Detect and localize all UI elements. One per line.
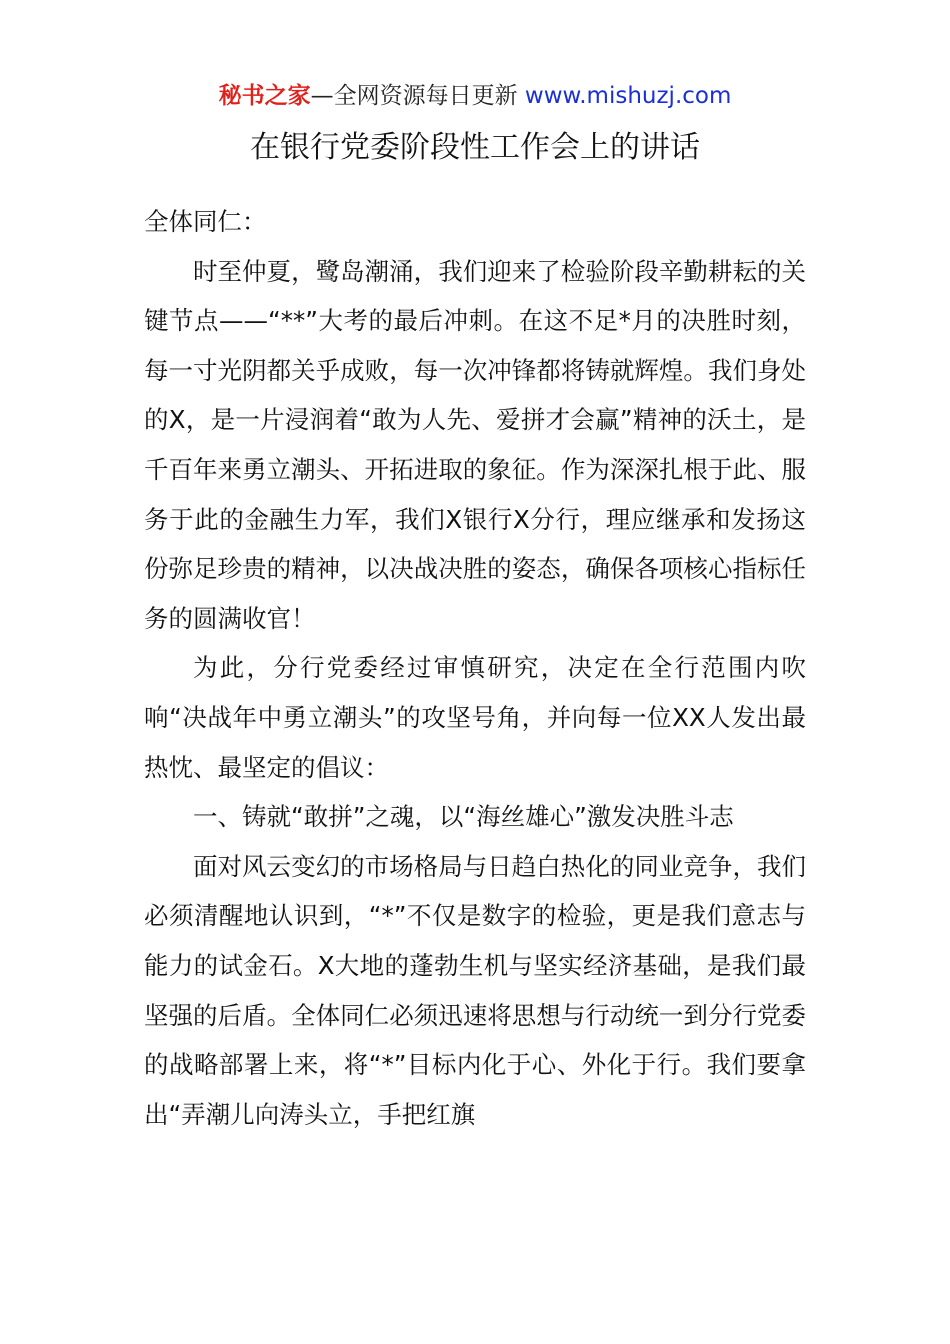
document-title: 在银行党委阶段性工作会上的讲话 xyxy=(250,130,700,165)
brand-name[interactable]: 秘书之家 xyxy=(218,83,311,109)
greeting: 全体同仁： xyxy=(144,207,267,236)
paragraph-3: 面对风云变幻的市场格局与日趋白热化的同业竞争，我们必须清醒地认识到，“*”不仅是数字的检验，更是我们意志与能力的试金石。X大地的蓬勃生机与坚实经济基础，是我们最坚强的后盾。全体同仁必须迅速将思想与行动统一到分行党委的战略部署上来，将“*”目标内化于心、外化于行。我们要拿出“弄潮儿向涛头立，手把红旗 xyxy=(144,851,806,1129)
document-body xyxy=(144,197,806,1139)
section-heading-1: 一、铸就“敢拼”之魂，以“海丝雄心”激发决胜斗志 xyxy=(193,802,734,832)
site-url-link[interactable]: www.mishuzj.com xyxy=(524,83,732,109)
paragraph-1: 时至仲夏，鹭岛潮涌，我们迎来了检验阶段辛勤耕耘的关键节点——“**”大考的最后冲刺。在这不足*月的决胜时刻，每一寸光阴都关乎成败，每一次冲锋都将铸就辉煌。我们身处的X，是一片浸润着“敢为人先、爱拼才会赢”精神的沃土，是千百年来勇立潮头、开拓进取的象征。作为深深扎根于此、服务于此的金融生力军，我们X银行X分行，理应继承和发扬这份弥足珍贵的精神，以决战决胜的姿态，确保各项核心指标任务的圆满收官！ xyxy=(144,256,806,633)
site-header xyxy=(0,80,950,112)
header-tagline: —全网资源每日更新 xyxy=(310,83,525,109)
paragraph-2: 为此，分行党委经过审慎研究，决定在全行范围内吹响“决战年中勇立潮头”的攻坚号角，并向每一位XX人发出最热忱、最坚定的倡议： xyxy=(144,653,806,782)
